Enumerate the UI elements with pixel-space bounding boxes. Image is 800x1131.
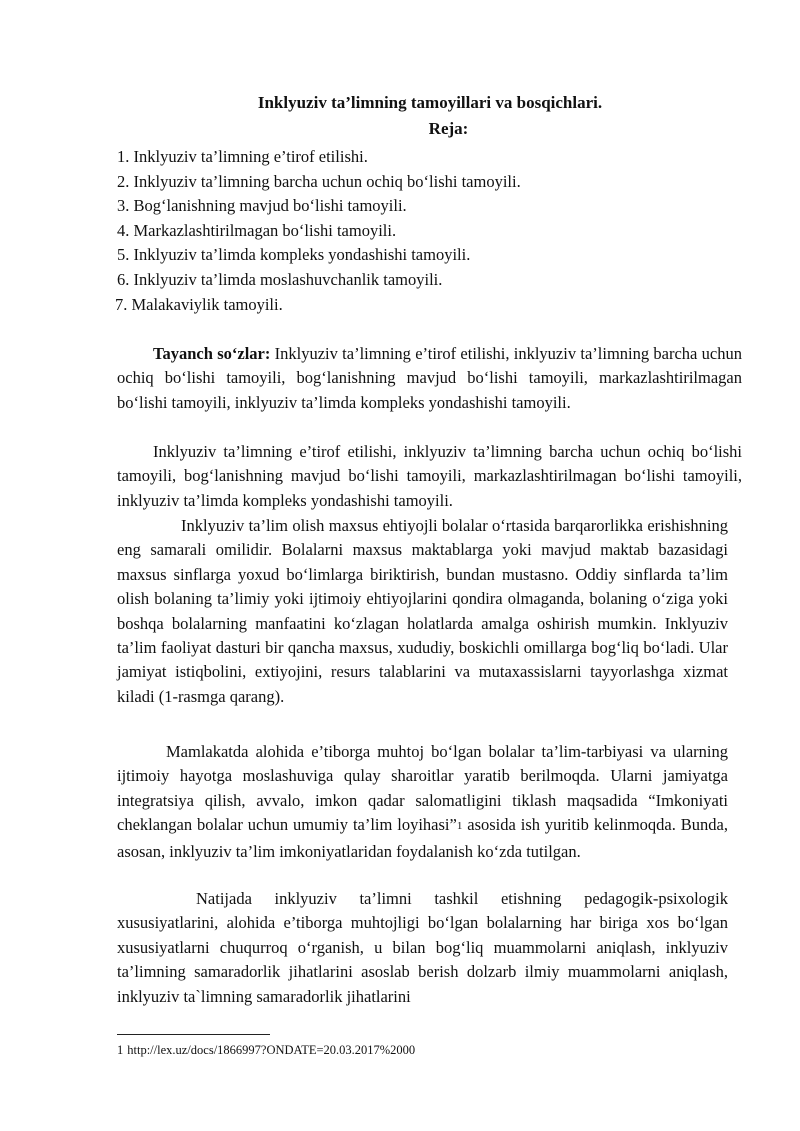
- footnote-number: 1: [117, 1043, 124, 1057]
- plan-item: 5. Inklyuziv ta’limda kompleks yondashishi tamoyili.: [117, 245, 471, 265]
- keywords-paragraph: [117, 342, 742, 415]
- footnote-separator: [117, 1034, 270, 1035]
- paragraph-text: asosida ish yuritib kelinmoqda. Bunda, asosan, inklyuziv ta’lim imkoniyatlaridan foydalanish ko‘zda tutilgan.: [117, 815, 728, 861]
- plan-item: 6. Inklyuziv ta’limda moslashuvchanlik tamoyili.: [117, 269, 443, 289]
- plan-item: 7. Malakaviylik tamoyili.: [115, 294, 283, 314]
- keywords-label: Tayanch so‘zlar:: [153, 344, 271, 363]
- plan-list: [117, 145, 521, 317]
- body-paragraph: Inklyuziv ta’lim olish maxsus ehtiyojli bolalar o‘rtasida barqarorlikka erishishning eng samarali omilidir. Bolalarni maxsus maktablarga yoki mavjud maktab bazasidagi maxsus sinflarga yoxud bo‘limlarga biriktirish, bundan mustasno. Oddiy sinflarda ta’lim olish bolaning ta’limiy yoki ijtimoiy ehtiyojlarini qondira olmaganda, bolaning o‘ziga yoki boshqa bolalarning manfaatini ko‘zlagan holatlarda amalga oshirish mumkin. Inklyuziv ta’lim faoliyat dasturi bir qancha maxsus, xududiy, boskichli omillarga bog‘liq bo‘ladi. Ular jamiyat istiqbolini, extiyojini, resurs talablarini va mutaxassislarni tayyorlashga xizmat kiladi (1-rasmga qarang).: [117, 516, 728, 706]
- document-title: Inklyuziv ta’limning tamoyillari va bosqichlari.: [257, 93, 603, 112]
- paragraph-text: Mamlakatda alohida e’tiborga muhtoj bo‘lgan bolalar ta’lim-tarbiyasi va ularning ijtimoiy hayotga moslashuviga qulay sharoitlar yaratib berilmoqda. Ularni jamiyatga integratsiya qilish, avvalo, imkon qadar salomatligini tiklash maqsadida “Imkoniyati cheklangan bolalar uchun umumiy ta’lim loyihasi”: [117, 742, 728, 835]
- plan-item: 3. Bog‘lanishning mavjud bo‘lishi tamoyili.: [117, 196, 407, 216]
- plan-item: 4. Markazlashtirilmagan bo‘lishi tamoyili.: [117, 220, 397, 240]
- plan-item: 2. Inklyuziv ta’limning barcha uchun ochiq bo‘lishi tamoyili.: [117, 171, 521, 191]
- body-paragraph: Natijada inklyuziv ta’limni tashkil etishning pedagogik-psixologik xususiyatlarini, alohida e’tiborga muhtojligi bo‘lgan bolalarning har biriga xos bo‘lgan xususiyatlarni chuqurroq o‘rganish, u bilan bog‘liq muammolarni aniqlash, inklyuziv ta’limning samaradorlik jihatlarini asoslab berish dolzarb ilmiy muammolarni aniqlash, inklyuziv ta`limning samaradorlik jihatlarini: [117, 889, 728, 1006]
- footnote: [117, 1043, 415, 1058]
- body-paragraph: Inklyuziv ta’limning e’tirof etilishi, inklyuziv ta’limning barcha uchun ochiq bo‘lishi tamoyili, bog‘lanishning mavjud bo‘lishi tamoyili, markazlashtirilmagan bo‘lishi tamoyili, inklyuziv ta’limda kompleks yondashishi tamoyili.: [117, 442, 742, 510]
- footnote-link[interactable]: http://lex.uz/docs/1866997?ONDATE=20.03.2017%2000: [127, 1043, 416, 1057]
- footnote-reference: 1: [456, 820, 463, 833]
- body-paragraph: [117, 740, 728, 864]
- keywords-text: Inklyuziv ta’limning e’tirof etilishi, inklyuziv ta’limning barcha uchun ochiq bo‘lishi tamoyili, bog‘lanishning mavjud bo‘lishi tamoyili, markazlashtirilmagan bo‘lishi tamoyili, inklyuziv ta’limda kompleks yondashishi tamoyili.: [117, 344, 742, 412]
- plan-item: 1. Inklyuziv ta’limning e’tirof etilishi.: [117, 147, 368, 166]
- plan-heading: Reja:: [428, 119, 469, 138]
